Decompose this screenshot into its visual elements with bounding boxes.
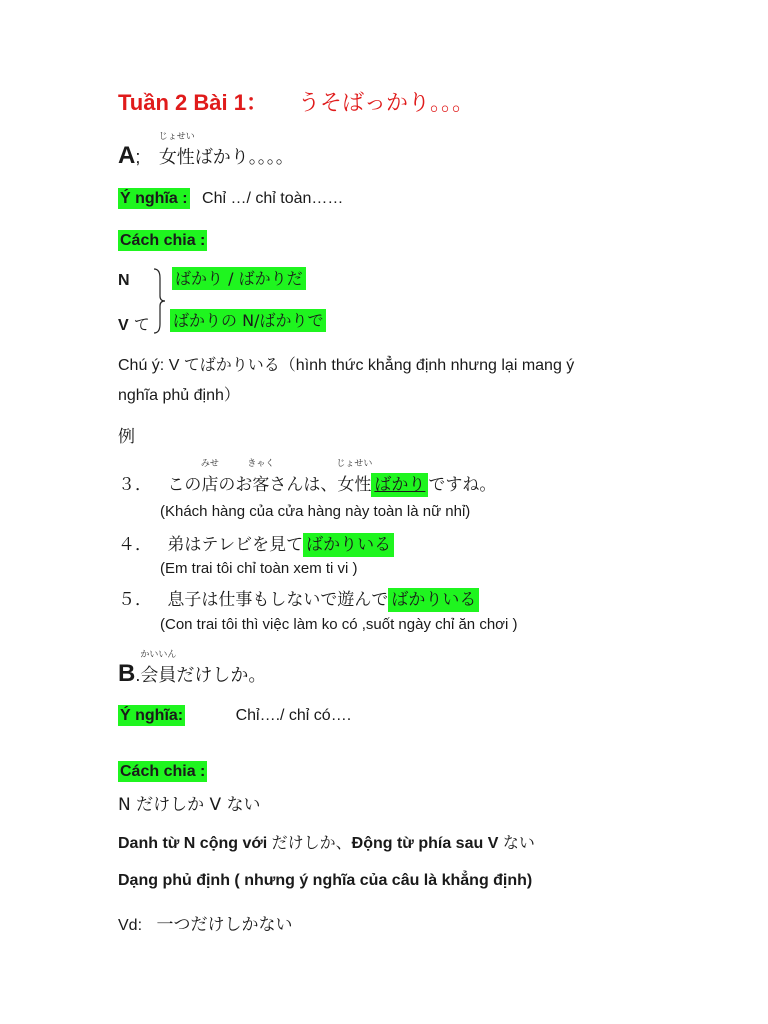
example-3-word3 — [336, 459, 373, 495]
section-b-rule-1c: Động từ phía sau V — [351, 835, 503, 852]
example-5-highlight: ばかりいる — [388, 588, 479, 612]
example-4-p1: 弟はテレビを見て — [167, 535, 304, 555]
section-b-rest: だけしか。 — [176, 665, 267, 686]
example-3-num: ３． — [118, 475, 152, 495]
section-b-rule-1a: Danh từ N cộng với — [118, 835, 272, 852]
v-label: V て — [118, 315, 150, 334]
section-b-word: 会員 — [140, 665, 177, 686]
section-b-meaning-text: Chỉ…./ chỉ có…. — [235, 707, 352, 724]
lesson-title-prefix: Tuần 2 Bài 1： — [118, 90, 268, 115]
section-b-phrase — [140, 650, 267, 686]
form-2 — [170, 308, 326, 331]
example-4-translation: (Em trai tôi chỉ toàn xem ti vi ) — [160, 560, 358, 577]
section-b-rule-1d: ない — [502, 833, 535, 852]
section-b-conj-label: Cách chia : — [120, 763, 206, 780]
section-b-meaning — [118, 707, 351, 725]
lesson-title-jp: うそばっかり。。。 — [297, 91, 474, 116]
section-b-meaning-label: Ý nghĩa: — [120, 707, 184, 724]
n-label: N — [118, 272, 130, 289]
section-a-word: 女性 — [158, 147, 195, 168]
section-a-letter: A — [118, 142, 136, 169]
section-b-rule-1b: だけしか、 — [271, 833, 352, 852]
example-3-w2: 客 — [252, 475, 270, 495]
example-5-num: ５． — [118, 590, 152, 610]
form-2-text: ばかりの N/ばかりで — [170, 309, 326, 332]
section-a-ruby: じょせい — [158, 132, 195, 142]
section-a-phrase — [158, 132, 294, 168]
section-a-heading — [118, 132, 294, 170]
example-3-ruby1: みせ — [200, 459, 219, 469]
section-b-vd-text: 一つだけしかない — [156, 915, 293, 935]
note-line-2: nghĩa phủ định） — [118, 387, 240, 404]
example-3-p3: さんは、 — [269, 475, 338, 495]
brace-icon — [152, 268, 166, 334]
example-4-num: ４． — [118, 535, 152, 555]
example-3-p2: のお — [218, 475, 253, 495]
example-5-translation: (Con trai tôi thì việc làm ko có ,suốt ngày chỉ ăn chơi ) — [160, 616, 518, 633]
section-b-letter: B — [118, 660, 136, 687]
section-a-conj-label: Cách chia : — [120, 232, 206, 249]
example-4-highlight: ばかりいる — [303, 533, 394, 557]
section-a-rest: ばかり。。。。 — [194, 147, 294, 168]
form-1-text: ばかり / ばかりだ — [172, 267, 306, 290]
example-3-ruby3: じょせい — [336, 459, 373, 469]
section-a-conj-label-row — [118, 232, 207, 250]
example-5-p1: 息子は仕事もしないで遊んで — [167, 590, 389, 610]
example-3-w3: 女性 — [337, 475, 372, 495]
note-line-1: Chú ý: V てばかりいる（hình thức khẳng định nhưng lại mang ý — [118, 357, 575, 374]
section-b-dot: . — [135, 665, 141, 685]
example-3-highlight: ばかり — [371, 473, 428, 497]
section-b-conj-label-row — [118, 763, 207, 781]
example-3-ruby2: きゃく — [247, 459, 275, 469]
example-label: 例 — [118, 427, 135, 447]
section-b-heading — [118, 650, 267, 688]
example-4 — [118, 530, 394, 555]
section-a-meaning-label: Ý nghĩa : — [120, 190, 188, 207]
section-a-word-with-ruby — [158, 132, 195, 169]
section-b-formula: N だけしか V ない — [118, 795, 261, 815]
example-3 — [118, 459, 497, 495]
section-b-vd-label: Vd: — [118, 917, 143, 934]
section-b-rule-2: Dạng phủ định ( nhưng ý nghĩa của câu là khẳng định) — [118, 872, 533, 889]
section-b-example — [118, 910, 292, 935]
section-a-sep: ; — [135, 147, 141, 167]
section-b-word-with-ruby — [140, 650, 177, 687]
example-3-w1: 店 — [201, 475, 219, 495]
example-5 — [118, 585, 479, 610]
example-3-p4: ですね。 — [428, 475, 497, 495]
section-a-meaning — [118, 190, 343, 208]
example-3-word1 — [200, 459, 219, 495]
lesson-title — [118, 86, 474, 117]
section-b-ruby: かいいん — [140, 650, 177, 660]
example-3-word2 — [247, 459, 275, 495]
form-1 — [172, 266, 306, 289]
section-a-meaning-text: Chỉ …/ chỉ toàn…… — [202, 190, 344, 207]
section-b-rule-1 — [118, 830, 535, 853]
example-3-translation: (Khách hàng của cửa hàng này toàn là nữ nhỉ) — [160, 503, 471, 520]
example-3-p1: この — [167, 475, 202, 495]
